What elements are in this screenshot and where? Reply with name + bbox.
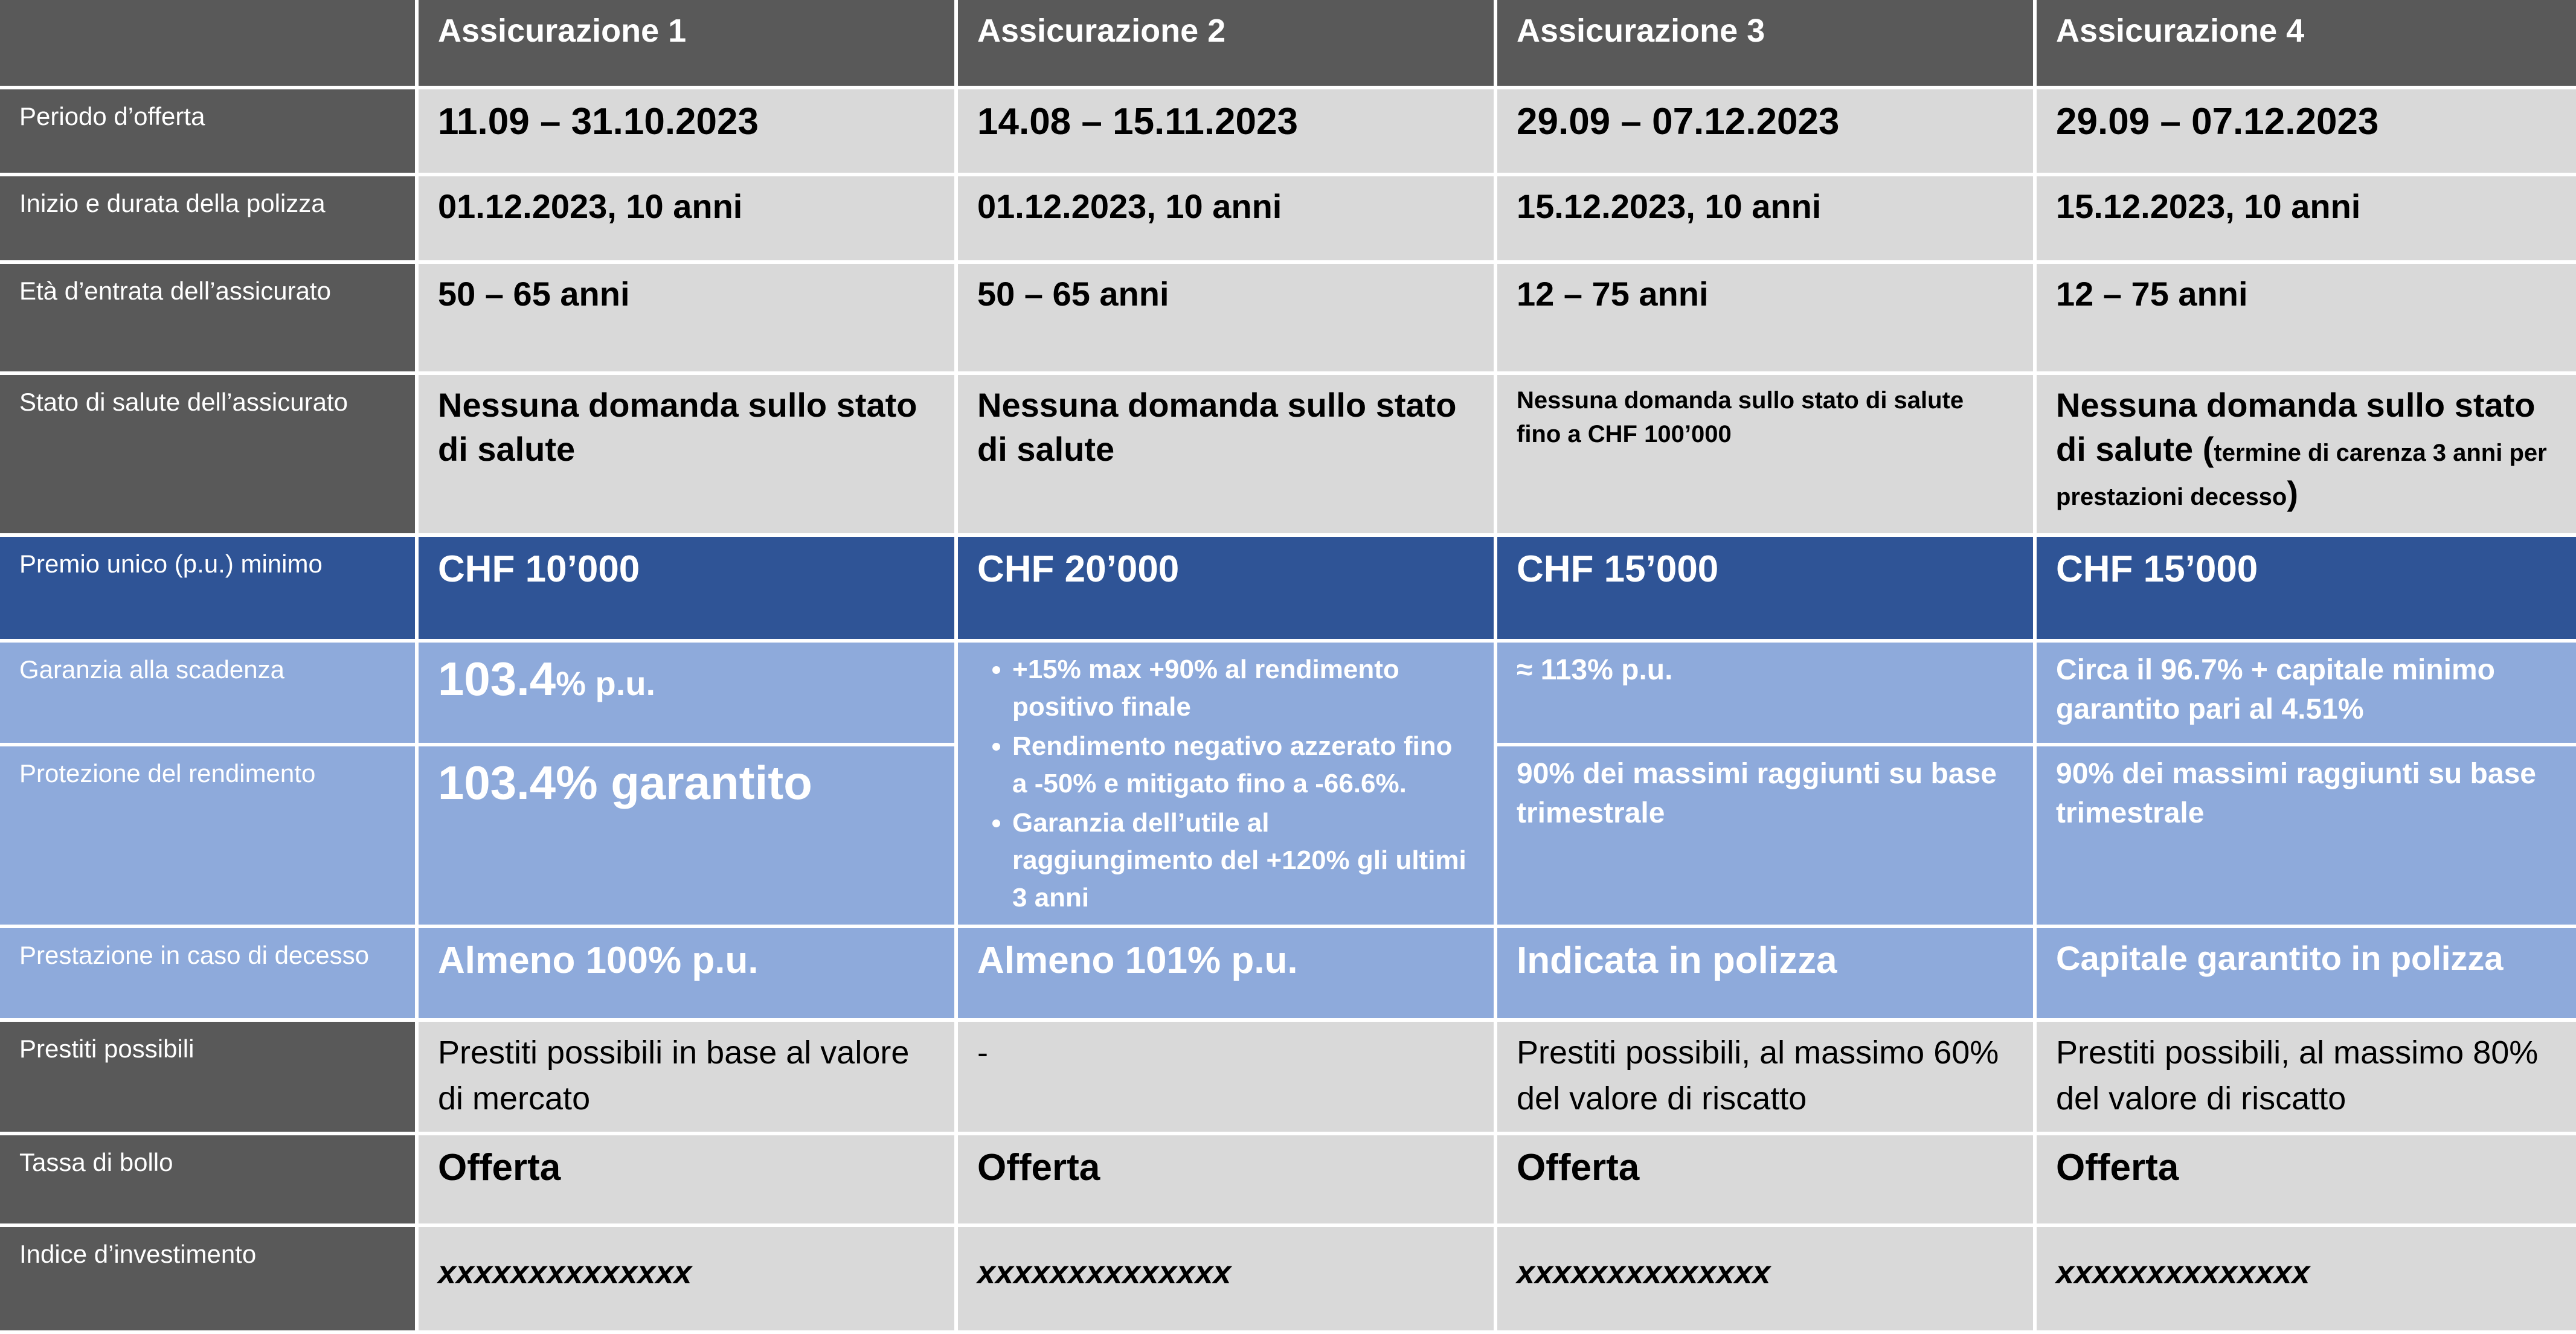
row-policy-start (0, 176, 2576, 264)
row-label-return-protection: Protezione del rendimento (0, 746, 419, 928)
row-label-maturity-guarantee: Garanzia alla scadenza (0, 643, 419, 746)
row-label-entry-age: Età d’entrata dell’assicurato (0, 264, 419, 375)
maturity-guarantee-2-bullet: • +15% max +90% al rendimento positivo finale (1012, 651, 1474, 725)
row-investment-index (0, 1227, 2576, 1334)
row-maturity-guarantee (0, 643, 2576, 746)
health-status-3: Nessuna domanda sullo stato di salute fino a CHF 100’000 (1497, 375, 2037, 537)
entry-age-2: 50 – 65 anni (958, 264, 1497, 375)
maturity-guarantee-2-bullet: • Rendimento negativo azzerato fino a -50% e mitigato fino a -66.6%. (1012, 728, 1474, 802)
maturity-guarantee-2 (958, 643, 1497, 928)
maturity-guarantee-1-number: 103.4 (438, 652, 556, 705)
health-status-4-note: termine di carenza 3 anni per prestazioni decesso (2056, 439, 2547, 510)
entry-age-1: 50 – 65 anni (419, 264, 958, 375)
investment-index-4 (2037, 1227, 2576, 1334)
return-protection-3: 90% dei massimi raggiunti su base trimestrale (1497, 746, 2037, 928)
header-insurance-3: Assicurazione 3 (1497, 0, 2037, 89)
death-benefit-4: Capitale garantito in polizza (2037, 928, 2576, 1022)
investment-index-1 (419, 1227, 958, 1334)
policy-start-3: 15.12.2023, 10 anni (1497, 176, 2037, 264)
offer-period-2: 14.08 – 15.11.2023 (958, 89, 1497, 176)
stamp-duty-1: Offerta (419, 1135, 958, 1227)
header-insurance-2: Assicurazione 2 (958, 0, 1497, 89)
row-label-health-status: Stato di salute dell’assicurato (0, 375, 419, 537)
row-health-status (0, 375, 2576, 537)
entry-age-3: 12 – 75 anni (1497, 264, 2037, 375)
loans-2: - (958, 1022, 1497, 1135)
maturity-guarantee-2-bullet: • Garanzia dell’utile al raggiungimento del +120% gli ultimi 3 anni (1012, 804, 1474, 916)
row-label-stamp-duty: Tassa di bollo (0, 1135, 419, 1227)
loans-3: Prestiti possibili, al massimo 60% del valore di riscatto (1497, 1022, 2037, 1135)
health-status-1: Nessuna domanda sullo stato di salute (419, 375, 958, 537)
row-offer-period (0, 89, 2576, 176)
death-benefit-1: Almeno 100% p.u. (419, 928, 958, 1022)
loans-4: Prestiti possibili, al massimo 80% del valore di riscatto (2037, 1022, 2576, 1135)
min-premium-1: CHF 10’000 (419, 537, 958, 643)
policy-start-1: 01.12.2023, 10 anni (419, 176, 958, 264)
row-min-premium (0, 537, 2576, 643)
death-benefit-3: Indicata in polizza (1497, 928, 2037, 1022)
return-protection-4: 90% dei massimi raggiunti su base trimestrale (2037, 746, 2576, 928)
row-entry-age (0, 264, 2576, 375)
offer-period-4: 29.09 – 07.12.2023 (2037, 89, 2576, 176)
health-status-4 (2037, 375, 2576, 537)
row-stamp-duty (0, 1135, 2576, 1227)
maturity-guarantee-1 (419, 643, 958, 746)
row-label-offer-period: Periodo d’offerta (0, 89, 419, 176)
investment-index-3 (1497, 1227, 2037, 1334)
policy-start-4: 15.12.2023, 10 anni (2037, 176, 2576, 264)
stamp-duty-3: Offerta (1497, 1135, 2037, 1227)
entry-age-4: 12 – 75 anni (2037, 264, 2576, 375)
health-status-4-main: Nessuna domanda sullo stato di salute (2056, 386, 2536, 468)
min-premium-3: CHF 15’000 (1497, 537, 2037, 643)
row-loans (0, 1022, 2576, 1135)
policy-start-2: 01.12.2023, 10 anni (958, 176, 1497, 264)
row-label-loans: Prestiti possibili (0, 1022, 419, 1135)
maturity-guarantee-1-unit: % p.u. (556, 664, 656, 702)
investment-index-3-value: xxxxxxxxxxxxxx (1517, 1254, 1771, 1291)
row-death-benefit (0, 928, 2576, 1022)
investment-index-2-value: xxxxxxxxxxxxxx (977, 1254, 1232, 1291)
maturity-guarantee-3: ≈ 113% p.u. (1497, 643, 2037, 746)
stamp-duty-2: Offerta (958, 1135, 1497, 1227)
min-premium-4: CHF 15’000 (2037, 537, 2576, 643)
header-insurance-4: Assicurazione 4 (2037, 0, 2576, 89)
header-row (0, 0, 2576, 89)
health-status-4-paren-open: ( (2193, 429, 2214, 468)
row-label-investment-index: Indice d’investimento (0, 1227, 419, 1334)
investment-index-1-value: xxxxxxxxxxxxxx (438, 1254, 692, 1291)
offer-period-3: 29.09 – 07.12.2023 (1497, 89, 2037, 176)
row-label-policy-start: Inizio e durata della polizza (0, 176, 419, 264)
row-label-min-premium: Premio unico (p.u.) minimo (0, 537, 419, 643)
health-status-2: Nessuna domanda sullo stato di salute (958, 375, 1497, 537)
death-benefit-2: Almeno 101% p.u. (958, 928, 1497, 1022)
return-protection-1: 103.4% garantito (419, 746, 958, 928)
loans-1: Prestiti possibili in base al valore di mercato (419, 1022, 958, 1135)
header-insurance-1: Assicurazione 1 (419, 0, 958, 89)
min-premium-2: CHF 20’000 (958, 537, 1497, 643)
offer-period-1: 11.09 – 31.10.2023 (419, 89, 958, 176)
stamp-duty-4: Offerta (2037, 1135, 2576, 1227)
maturity-guarantee-4: Circa il 96.7% + capitale minimo garantito pari al 4.51% (2037, 643, 2576, 746)
investment-index-2 (958, 1227, 1497, 1334)
investment-index-4-value: xxxxxxxxxxxxxx (2056, 1254, 2310, 1291)
health-status-4-paren-close: ) (2287, 473, 2299, 512)
header-corner (0, 0, 419, 89)
row-label-death-benefit: Prestazione in caso di decesso (0, 928, 419, 1022)
maturity-guarantee-2-list (977, 651, 1474, 916)
